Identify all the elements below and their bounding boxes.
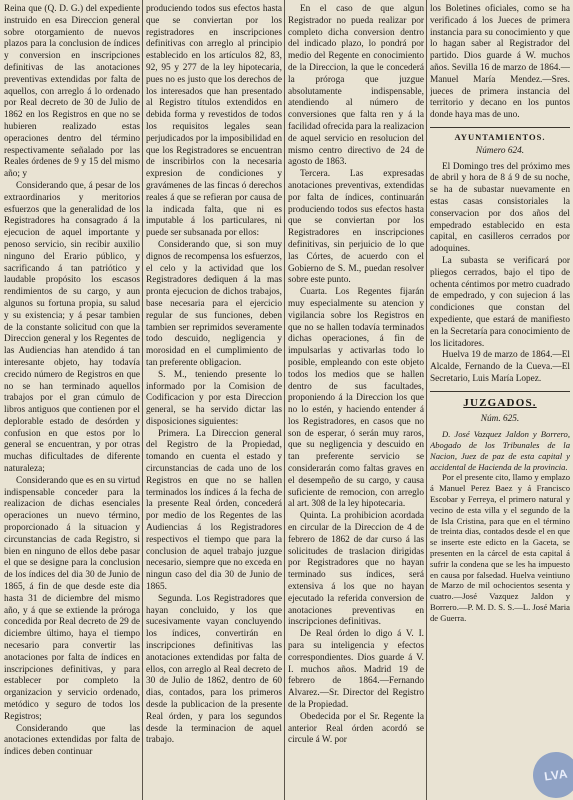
paragraph: Reina que (Q. D. G.) del expediente instruido en esa Direccion general sobre otorgamiento de nuevos plazos para la conclusion de índices y conversion en inscripciones definitivas de las anotaciones preventivas extendidas por falta de aquellos, con arreglo á lo ordenado por Real decreto de 30 de Julio de 1862 en los Registros en que no se hubieren realizado estas operaciones dentro del término respectivamente señalado por las Reales órdenes de 9 y 15 del mismo año; y [4,4,140,180]
paragraph: Considerando que las anotaciones extendidas por falta de índices deben continuar [4,723,140,758]
paragraph: Considerando que, á pesar de los extraordinarios y meritorios esfuerzos que la generalidad de los Registradores ha consagrado á la ejecucion de aquel importante y penoso servicio, sin recibir auxilio ninguno del Erario público, y sacrificando á tan patriótico y laudable propósito los escasos rendimientos de su cargo, y aun algunos su fortuna propia, su salud y su existencia; y á pesar tambien de la constante solicitud con que la Direccion general y los Regentes de las Audiencias han atendido á tan interesante objeto, hay todavía crecido número de Registros en que no se han terminado aquellos trabajos por el gran cúmulo de libros antiguos que contienen por el deplorable estado de desórden y confusion en que estos por lo general se encuentran, y por otras muchas dificultades de diferente naturaleza; [4,180,140,475]
column-2 [146,4,282,800]
paragraph: La subasta se verificará por pliegos cerrados, bajo el tipo de ochenta céntimos por metro cuadrado de empedrado, y con sujecion á las condiciones que constan del expediente, que estará de manifiesto en la Secretaría para conocimiento de los licitadores. [430,255,570,349]
paragraph: Cuarta. Los Regentes fijarán muy especialmente su atencion y vigilancia sobre los Registros en que no se hallen todavía terminados dichas operaciones, á fin de impulsarlas y activarlas todo lo posible, empleando con este objeto todos los medios que se hallen dentro de sus facultades, proponiendo á la Direccion los que no lo estén, y haciendo entender á los Registradores, en casos que no son de esperar, ó serán muy raros, que su negligencia y descuido en tan preferente servicio se considerarán como faltas graves en el desempeño de su cargo, y causa suficiente de remocion, con arreglo al art. 308 de la ley hipotecaria. [288,287,424,510]
paragraph: Huelva 19 de marzo de 1864.—El Alcalde, Fernando de la Cueva.—El Secretario, Luis María Lopez. [430,350,570,384]
column-3 [288,4,424,800]
paragraph: S. M., teniendo presente lo informado por la Comision de Codificacion y por esta Direccion general, se ha servido dictar las disposiciones siguientes: [146,369,282,427]
column-1 [4,4,140,800]
column-divider [426,0,427,800]
paragraph: D. José Vazquez Jaldon y Borrero, Abogado de los Tribunales de la Nacion, Juez de paz de esta capital y accidental de Hacienda de la provincia. [430,429,570,472]
paragraph: Considerando que es en su virtud indispensable conceder para la realizacion de dichas esenciales operaciones un nuevo término, proporcionado á la situacion y circunstancias de cada Registro, si bien en ninguno de ellos debe pasar el que se designe para la conclusion de los índices del dia 30 de Junio de 1865, á fin de que desde este dia hasta 31 de diciembre del mismo año, y á que se extiende la próroga concedida por Real decreto de 29 de diciembre último, haya el tiempo necesario para convertir las anotaciones por falta de índices en inscripciones definitivas, y para establecer por completo la organizacion y servicio ordenado, metódico y seguro de todos los Registros; [4,475,140,722]
paragraph: Quinta. La prohibicion acordada en circular de la Direccion de 4 de febrero de 1862 de dar curso á las solicitudes de traslacion dirigidas por Registradores que no hayan terminado sus índices, será extensiva á los que no hayan ejecutado la referida conversion de anotaciones preventivas en inscripciones definitivas. [288,511,424,628]
paragraph: Primera. La Direccion general del Registro de la Propiedad, tomando en cuenta el estado y circunstancias de cada uno de los Registros en que no se hallen terminados los índices á la fecha de la presente Real órden, concederá por medio de los Regentes de las Audiencias á los Registradores respectivos el tiempo que para la conclusion de aquel trabajo juzgue necesario, siempre que no exceda en ningun caso del dia 30 de Junio de 1865. [146,428,282,593]
paragraph: Considerando que, si son muy dignos de recompensa los esfuerzos, el celo y la actividad que los Registradores dediquen á la mas pronta ejecucion de dichos trabajos, base necesaria para el ejercicio regular de sus funciones, deben tambien ser reprimidos severamente todo descuido, negligencia y morosidad en el cumplimiento de tan preferente obligacion. [146,239,282,368]
paragraph: De Real órden lo digo á V. I. para su inteligencia y efectos correspondientes. Dios guarde á V. I. muchos años. Madrid 19 de febrero de 1864.—Fernando Alvarez.—Sr. Director del Registro de la Propiedad. [288,629,424,711]
section-heading-juzgados: JUZGADOS. [463,396,537,409]
paragraph: Obedecida por el Sr. Regente la anterior Real órden acordó se circule á W. por [288,711,424,746]
notice-number: Núm. 625. [480,413,520,424]
paragraph: En el caso de que algun Registrador no pueda realizar por completo dicha conversion dentro del indicado plazo, lo pondrá por medio del Regente en conocimiento de la Direccion, la que le concederá la próroga que juzgue absolutamente indispensable, atendiendo al número de conversiones que falta ren y á la facilidad ofrecida para la realizacion de aquel servicio en resolucion del mismo centro directivo de 24 de agosto de 1863. [288,4,424,168]
paragraph: Segunda. Los Registradores que hayan concluido, y los que sucesivamente vayan concluyendo los índices, convertirán en inscripciones definitivas las anotaciones extendidas por falta de ellos, con arreglo al Real decreto de 30 de Julio de 1862, dentro de 60 dias, contados, para los primeros desde la publicacion de la presente Real órden, y para los segundos desde la terminacion de aquel trabajo. [146,593,282,746]
section-heading-ayuntamientos: AYUNTAMIENTOS. [454,131,546,142]
paragraph: los Boletines oficiales, como se ha verificado á los Jueces de primera instancia para su conocimiento y que lo hagan saber al Registrador del partido. Dios guarde á W. muchos años. Sevilla 16 de marzo de 1864.—Manuel María Mendez.—Sres. jueces de primera instancia del territorio y decano en los puntos donde haya mas de uno. [430,4,570,121]
section-rule [430,127,570,128]
column-divider [284,0,285,800]
section-rule [430,391,570,392]
column-4 [430,4,570,800]
paragraph: El Domingo tres del próximo mes de abril y hora de 8 á 9 de su noche, se ha de subastar nuevamente en estas casas consistoriales la conservacion por dos años del empedrado establecido en esta capital, en casilleros cerrados por adoquines. [430,161,570,255]
paragraph: Por el presente cito, llamo y emplazo á Manuel Perez Baez y á Francisco Escobar y Ferreya, el primero natural y vecino de esta villa y el segundo de la de Isla Cristina, para que en el término de treinta dias, contados desde el en que se inserte este edicto en la Gaceta, se presenten en la cárcel de esta capital á sufrir la condena que se les ha impuesto en causa por falsedad. Huelva veintiuno de Marzo de mil ochocientos sesenta y cuatro.—José Vazquez Jaldon y Borrero.—P. M. D. S. S.—L. José Maria de Guerra. [430,472,570,623]
paragraph: produciendo todos sus efectos hasta que se conviertan por los registradores en inscripciones definitivas con arreglo al principio establecido en los artículos 82, 83, 92, 95 y 277 de la ley hipotecaria, pues no es justo que los derechos de los interesados que han presentado al Registro títulos extendidos en debida forma y revestidos de todos los requisitos legales sean perjudicados por la imposibilidad en que los Registradores se encuentran de inscribirlos con la necesaria expresion de condiciones y gravámenes de las fincas ó derechos reales á que se refieran por causa de la indicada falta, que ni es imputable á los particulares, ni puede ser subsanada por ellos: [146,4,282,239]
paragraph: Tercera. Las expresadas anotaciones preventivas, extendidas por falta de índices, continuarán produciendo todos sus efectos hasta que se conviertan por los Registradores en inscripciones definitivas, sin perjuicio de lo que las Córtes, de acuerdo con el Gobierno de S. M., puedan resolver sobre este punto. [288,169,424,286]
column-divider [142,0,143,800]
stamp-text: LVA [543,766,569,784]
notice-number: Número 624. [475,145,525,156]
